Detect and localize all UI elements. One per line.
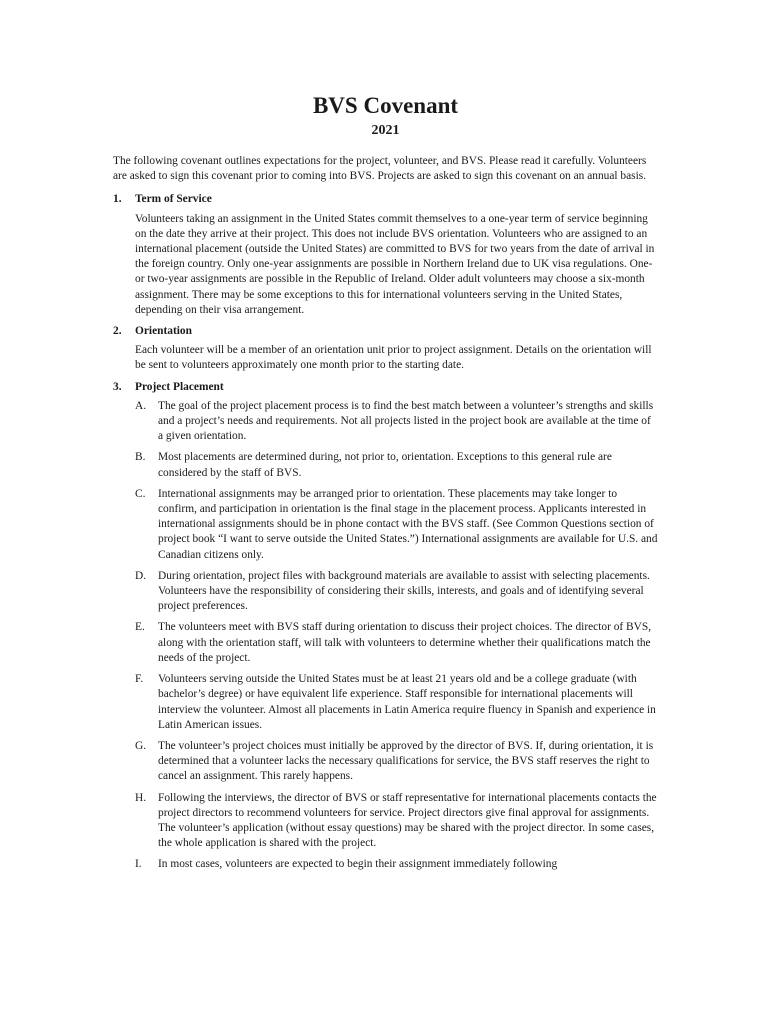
list-item-letter: D. (135, 569, 147, 582)
list-item-letter: I. (135, 858, 142, 871)
list-item-text: Volunteers serving outside the United States must be at least 21 years old and be a college graduate (with bachelor’s degree) or have equivalent life experience. Staff responsible for international placements will interview the volunteer. Almost all placements in Latin America require fluency in Spanish and experience in Latin American issues. (158, 673, 656, 731)
section-title: Term of Service (135, 193, 212, 206)
section-heading (113, 324, 658, 339)
section-project-placement (113, 380, 658, 873)
list-item-letter: E. (135, 621, 145, 634)
list-item (135, 450, 658, 480)
document-year: 2021 (371, 123, 400, 138)
section-title: Project Placement (135, 380, 224, 393)
section-number: 2. (113, 325, 122, 338)
list-item-text: The goal of the project placement process is to find the best match between a volunteer’s strengths and skills and a project’s needs and requirements. Not all projects listed in the project book are available at the time of a given orientation. (158, 399, 654, 443)
section-number: 3. (113, 380, 122, 393)
list-item (135, 399, 658, 445)
list-item (135, 739, 658, 785)
section-body: Each volunteer will be a member of an orientation unit prior to project assignment. Details on the orientation will be sent to volunteers approximately one month prior to the starting date. (135, 344, 652, 372)
section-orientation (113, 324, 658, 374)
section-heading (113, 192, 658, 207)
list-item-text: International assignments may be arranged prior to orientation. These placements may take longer to confirm, and participation in orientation is the final stage in the placement process. Applicants interested in international assignments should be in phone contact with the BVS staff. (See Common Questions section of project book “I want to serve outside the United States.”) International assignments are available for U.S. and Canadian citizens only. (158, 487, 658, 561)
placement-list (135, 399, 658, 873)
section-number: 1. (113, 193, 122, 206)
list-item-letter: H. (135, 791, 147, 804)
document-title: BVS Covenant (312, 93, 459, 118)
list-item-text: In most cases, volunteers are expected to begin their assignment immediately following (158, 858, 558, 871)
list-item-text: The volunteers meet with BVS staff during orientation to discuss their project choices. The director of BVS, along with the orientation staff, will talk with volunteers to determine whether their qualifications match the needs of the project. (158, 621, 652, 664)
list-item (135, 620, 658, 666)
document-page (113, 92, 658, 879)
section-title: Orientation (135, 325, 192, 338)
list-item (135, 569, 658, 615)
section-term-of-service (113, 192, 658, 318)
section-body: Volunteers taking an assignment in the United States commit themselves to a one-year term of service beginning on the date they arrive at their project. This does not include BVS orientation. Volunteers who are assigned to an international placement (outside the United States) are committed to BVS for two years from the date of arrival in the foreign country. Only one-year assignments are possible in Northern Ireland due to UK visa regulations. One- or two-year assignments are possible in the Republic of Ireland. Older adult volunteers may choose a six-month assignment. There may be some exceptions to this for international volunteers serving in the United States, depending on their visa arrangement. (135, 212, 655, 316)
list-item-letter: F. (135, 673, 144, 686)
list-item-text: During orientation, project files with background materials are available to assist with selecting placements. Volunteers have the responsibility of considering their skills, interests, and goals and of identifying several project preferences. (158, 569, 650, 613)
list-item (135, 857, 658, 872)
list-item-letter: A. (135, 399, 147, 412)
list-item (135, 791, 658, 852)
list-item-letter: B. (135, 451, 146, 464)
list-item (135, 487, 658, 563)
intro-paragraph: The following covenant outlines expectations for the project, volunteer, and BVS. Please read it carefully. Volunteers are asked to sign this covenant prior to coming into BVS. Projects are asked to sign this covenant on an annual basis. (113, 155, 647, 183)
list-item-letter: G. (135, 739, 147, 752)
section-heading (113, 380, 658, 395)
list-item-letter: C. (135, 487, 146, 500)
list-item (135, 672, 658, 733)
list-item-text: Most placements are determined during, not prior to, orientation. Exceptions to this general rule are considered by the staff of BVS. (158, 451, 612, 479)
list-item-text: The volunteer’s project choices must initially be approved by the director of BVS. If, during orientation, it is determined that a volunteer lacks the necessary qualifications for service, the BVS staff reserves the right to cancel an assignment. This rarely happens. (158, 739, 654, 783)
list-item-text: Following the interviews, the director of BVS or staff representative for international placements contacts the project directors to recommend volunteers for service. Project directors give final approval for assignments. The volunteer’s application (without essay questions) may be shared with the project director. In some cases, the whole application is shared with the project. (158, 791, 657, 850)
